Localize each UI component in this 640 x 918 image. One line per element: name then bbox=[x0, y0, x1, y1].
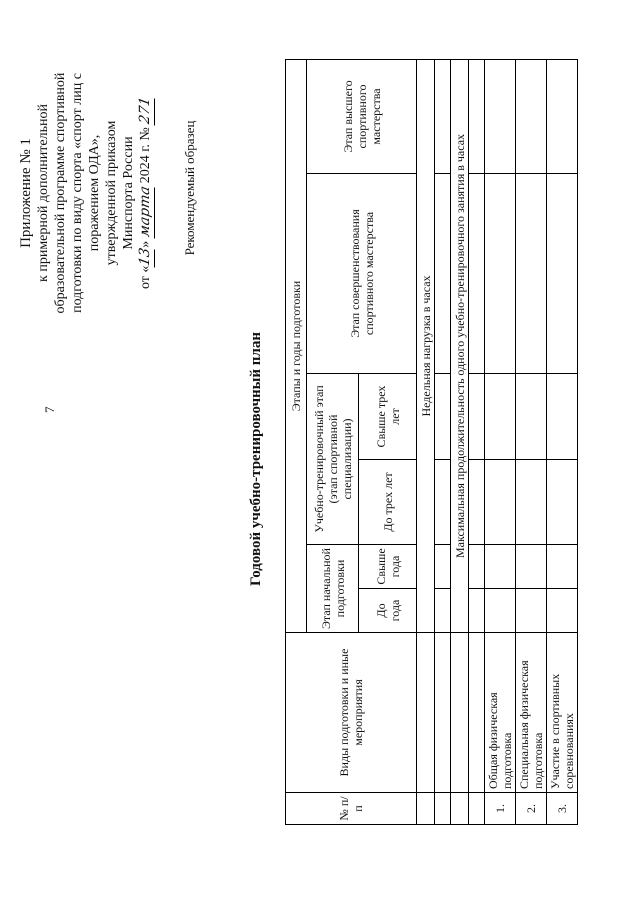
stage-improvement-header: Этап совершенствования спортивного мастерства bbox=[307, 174, 417, 374]
table-cell bbox=[469, 633, 485, 793]
table-cell bbox=[485, 374, 516, 460]
table-cell bbox=[469, 60, 485, 174]
date-mid: » bbox=[138, 240, 153, 248]
row-number: 3. bbox=[547, 793, 578, 825]
stage-training-header: Учебно-тренировочный этап (этап спортивной специализации) bbox=[307, 374, 359, 545]
table-cell bbox=[547, 174, 578, 374]
table-row bbox=[485, 60, 516, 825]
date-prefix: от « bbox=[138, 265, 153, 290]
table-cell bbox=[485, 460, 516, 545]
table-row bbox=[547, 60, 578, 825]
sub-to-three: До трех лет bbox=[359, 460, 417, 545]
appendix-block bbox=[18, 28, 155, 358]
table-cell bbox=[451, 793, 469, 825]
appendix-date-line bbox=[137, 28, 155, 358]
stages-group-header: Этапы и годы подготовки bbox=[286, 60, 307, 633]
training-plan-table bbox=[285, 59, 578, 825]
table-cell bbox=[435, 545, 451, 589]
table-cell bbox=[435, 793, 451, 825]
table-cell bbox=[516, 460, 547, 545]
table-cell bbox=[435, 633, 451, 793]
table-cell bbox=[435, 460, 451, 545]
row-label: Участие в спортивных соревнованиях bbox=[547, 633, 578, 793]
stage-higher-header: Этап высшего спортивного мастерства bbox=[307, 60, 417, 174]
table-cell bbox=[547, 589, 578, 633]
table-cell bbox=[435, 374, 451, 460]
table-cell bbox=[516, 374, 547, 460]
table-cell bbox=[547, 460, 578, 545]
table-cell bbox=[485, 545, 516, 589]
table-row bbox=[516, 60, 547, 825]
row-label: Специальная физическая подготовка bbox=[516, 633, 547, 793]
handwritten-order-number: 271 bbox=[137, 95, 153, 125]
sub-to-year: До года bbox=[359, 589, 417, 633]
table-cell bbox=[485, 589, 516, 633]
table-cell bbox=[417, 793, 435, 825]
row-label: Общая физическая подготовка bbox=[485, 633, 516, 793]
appendix-title: Приложение № 1 bbox=[18, 138, 34, 248]
appendix-line: подготовки по виду спорта «спорт лиц с bbox=[70, 73, 85, 313]
table-cell bbox=[547, 374, 578, 460]
table-cell bbox=[516, 589, 547, 633]
appendix-line: образовательной программе спортивной bbox=[53, 72, 68, 314]
table-cell bbox=[435, 60, 451, 174]
stage-initial-header: Этап начальной подготовки bbox=[307, 545, 359, 633]
table-cell bbox=[469, 793, 485, 825]
table-cell bbox=[516, 174, 547, 374]
row-number: 2. bbox=[516, 793, 547, 825]
table-cell bbox=[469, 374, 485, 460]
col-types-header: Виды подготовки и иные мероприятия bbox=[286, 633, 417, 793]
table-cell bbox=[547, 60, 578, 174]
page-number: 7 bbox=[42, 406, 57, 413]
table-cell bbox=[469, 545, 485, 589]
table-cell bbox=[469, 174, 485, 374]
table-cell bbox=[451, 633, 469, 793]
sub-over-year: Свыше года bbox=[359, 545, 417, 589]
table-cell bbox=[435, 589, 451, 633]
document-title: Годовой учебно-тренировочный план bbox=[248, 332, 264, 586]
table-cell bbox=[516, 545, 547, 589]
recommended-sample-note: Рекомендуемый образец bbox=[182, 120, 197, 256]
table-cell bbox=[435, 174, 451, 374]
table-cell bbox=[547, 545, 578, 589]
table-cell bbox=[469, 460, 485, 545]
appendix-line: утвержденной приказом bbox=[104, 120, 119, 266]
table-cell bbox=[417, 633, 435, 793]
weekly-load-label: Недельная нагрузка в часах bbox=[417, 60, 435, 633]
table-cell bbox=[469, 589, 485, 633]
appendix-line: Минспорта России bbox=[121, 136, 136, 250]
row-number: 1. bbox=[485, 793, 516, 825]
date-year: 2024 г. № bbox=[138, 127, 153, 184]
col-number-header: № п/п bbox=[286, 793, 417, 825]
table-cell bbox=[485, 174, 516, 374]
appendix-line: поражением ОДА», bbox=[87, 134, 102, 252]
handwritten-month: марта bbox=[137, 185, 153, 239]
table-cell bbox=[516, 60, 547, 174]
handwritten-day: 13 bbox=[137, 246, 153, 267]
appendix-line: к примерной дополнительной bbox=[36, 104, 51, 282]
sub-over-three: Свыше трех лет bbox=[359, 374, 417, 460]
table-cell bbox=[485, 60, 516, 174]
max-duration-label: Максимальная продолжительность одного учебно-тренировочного занятия в часах bbox=[451, 60, 469, 633]
